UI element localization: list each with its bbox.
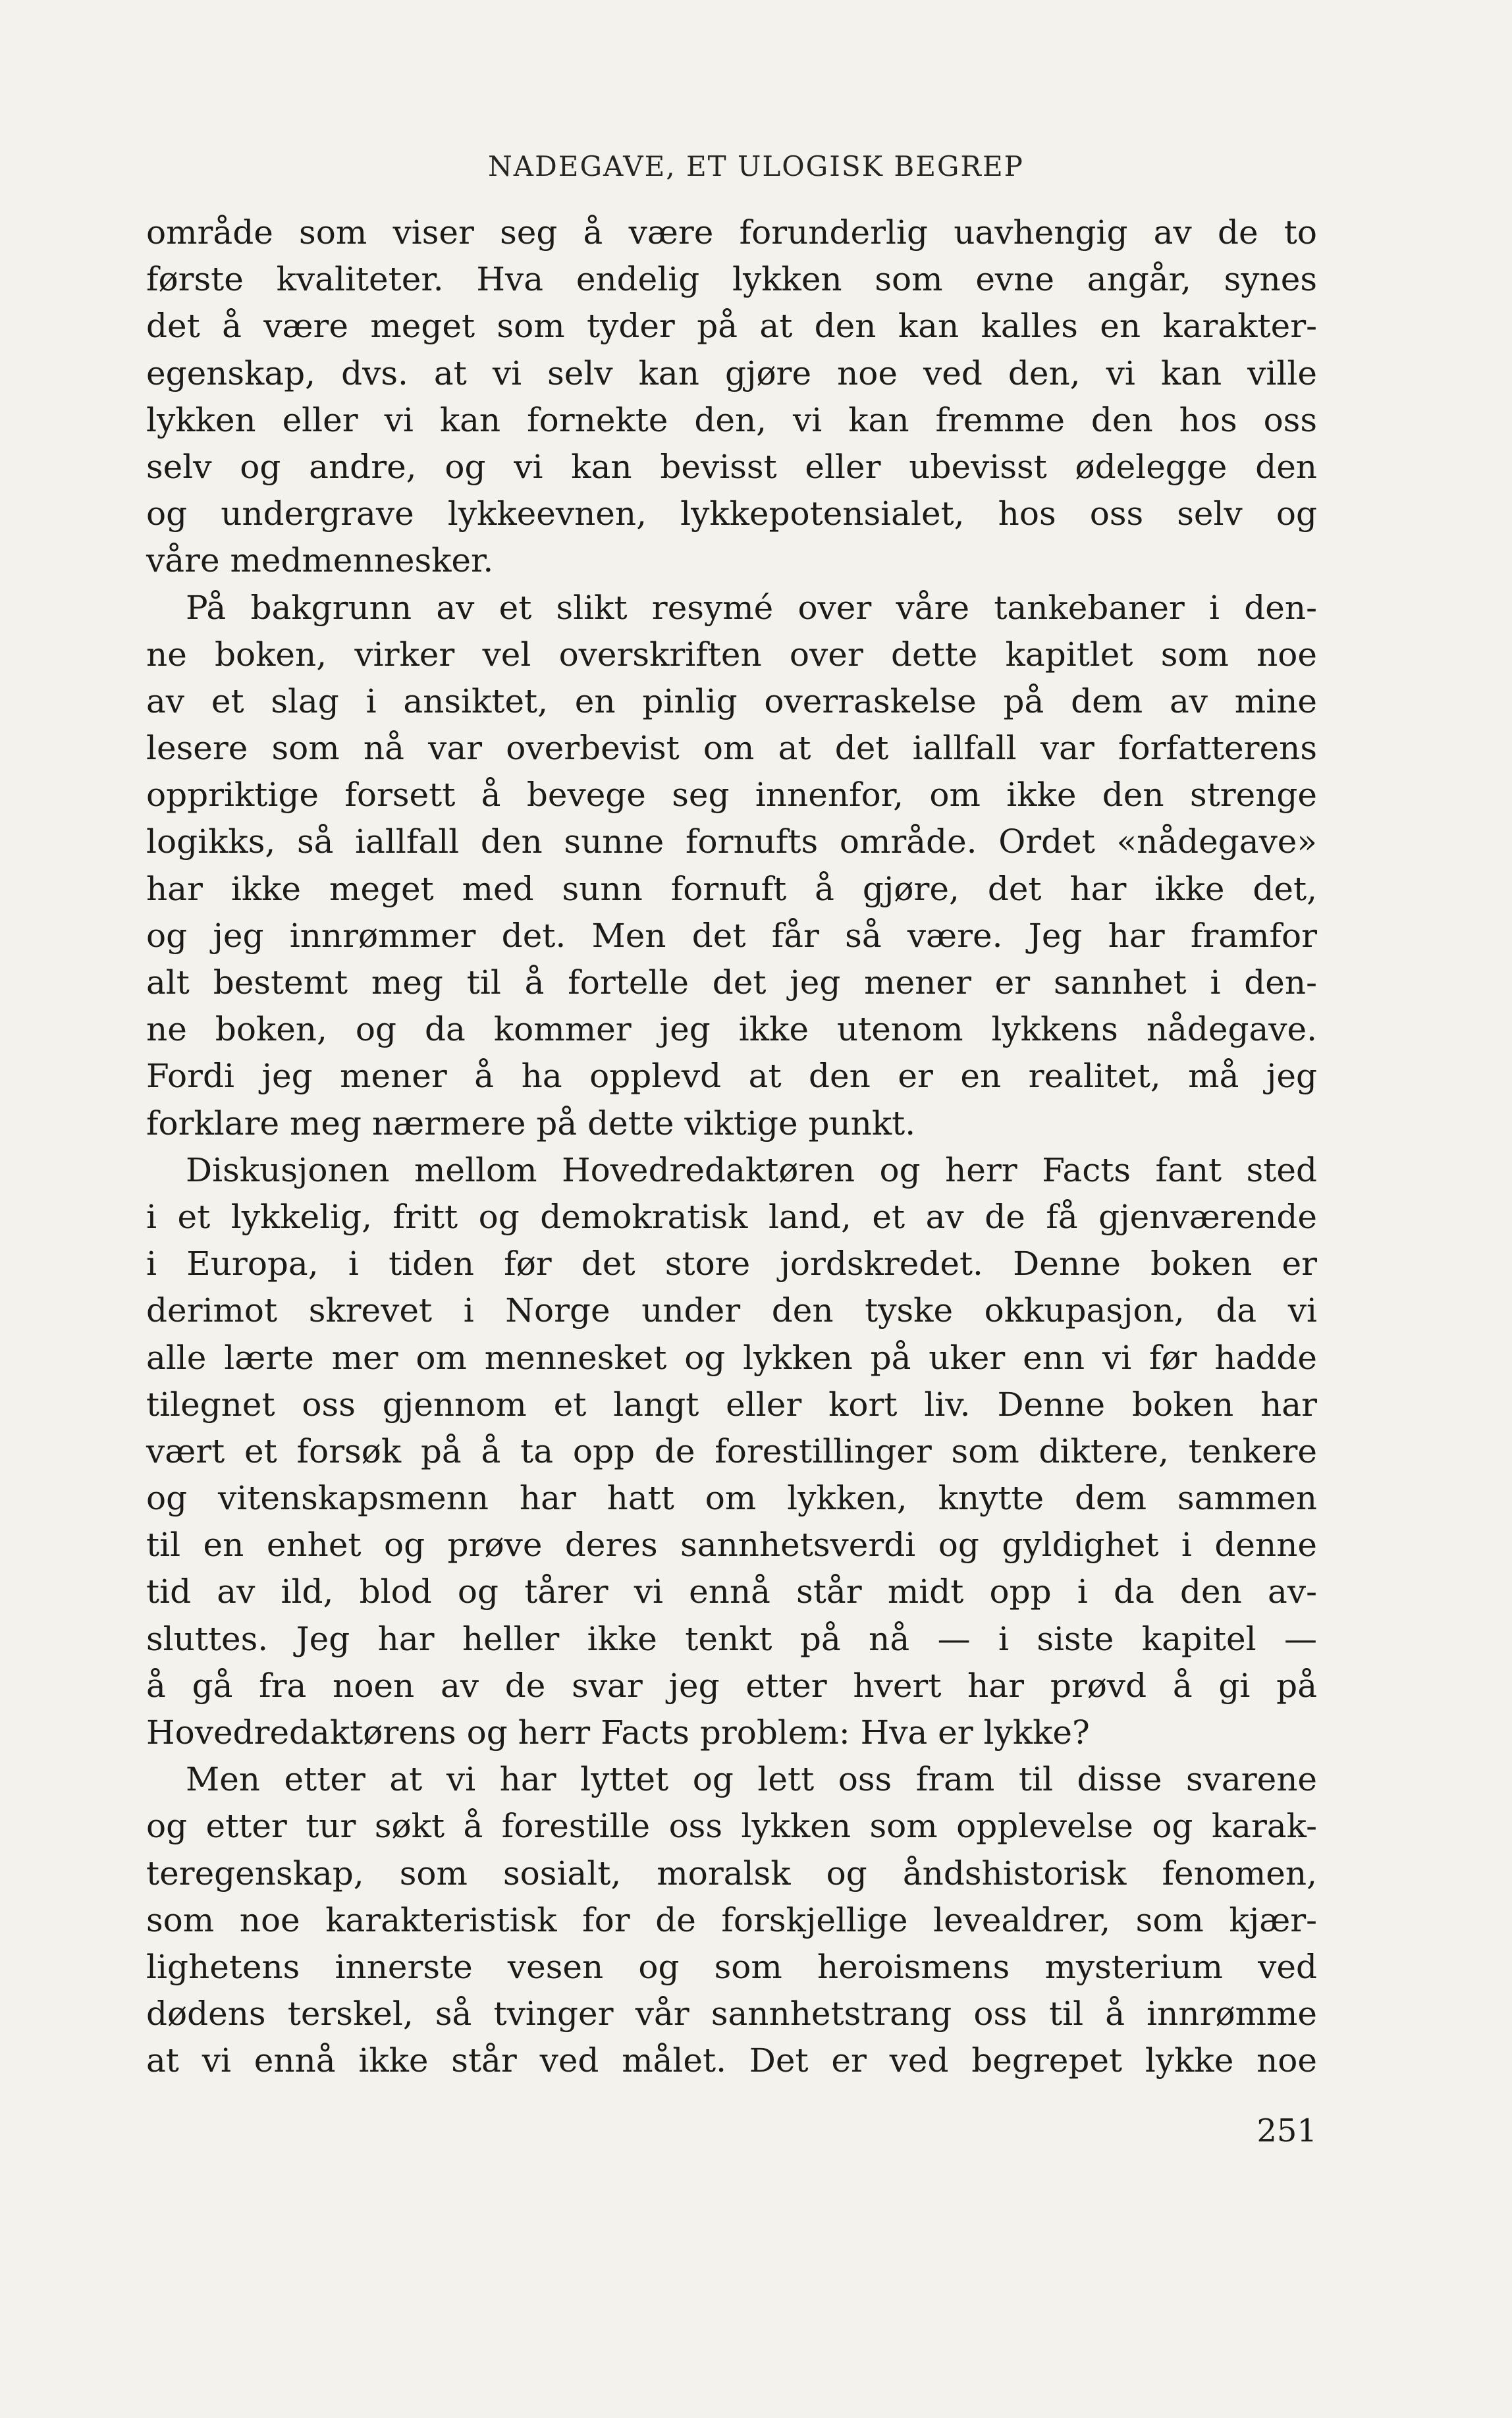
text-line: våre medmennesker. — [146, 541, 494, 580]
text-line: alt bestemt meg til å fortelle det jeg mener er sannhet i den- — [146, 963, 1317, 1002]
text-line: og vitenskapsmenn har hatt om lykken, knytte dem sammen — [146, 1479, 1317, 1518]
paragraph — [146, 1147, 1317, 1756]
text-line: tilegnet oss gjennom et langt eller kort liv. Denne boken har — [146, 1385, 1317, 1424]
paragraph — [146, 1756, 1317, 2084]
text-line: lykken eller vi kan fornekte den, vi kan fremme den hos oss — [146, 400, 1317, 439]
text-line: det å være meget som tyder på at den kan kalles en karakter- — [146, 307, 1317, 346]
text-line: ne boken, og da kommer jeg ikke utenom lykkens nådegave. — [146, 1010, 1317, 1049]
text-line: oppriktige forsett å bevege seg innenfor, om ikke den strenge — [146, 776, 1317, 815]
text-line: Diskusjonen mellom Hovedredaktøren og herr Facts fant sted — [186, 1150, 1317, 1189]
text-line: egenskap, dvs. at vi selv kan gjøre noe ved den, vi kan ville — [146, 354, 1317, 392]
running-head: NADEGAVE, ET ULOGISK BEGREP — [488, 150, 1024, 182]
text-line: logikks, så iallfall den sunne fornufts område. Ordet «nådegave» — [146, 822, 1317, 861]
text-line: har ikke meget med sunn fornuft å gjøre, det har ikke det, — [146, 869, 1317, 908]
text-line: selv og andre, og vi kan bevisst eller ubevisst ødelegge den — [146, 447, 1317, 486]
text-line: vært et forsøk på å ta opp de forestillinger som diktere, tenkere — [146, 1432, 1317, 1470]
text-line: til en enhet og prøve deres sannhetsverdi og gyldighet i denne — [146, 1526, 1317, 1565]
body-text — [146, 209, 1317, 2085]
text-line: På bakgrunn av et slikt resymé over våre tankebaner i den- — [186, 588, 1317, 627]
text-line: Hovedredaktørens og herr Facts problem: Hva er lykke? — [146, 1713, 1090, 1752]
text-line: område som viser seg å være forunderlig uavhengig av de to — [146, 213, 1317, 252]
text-line: og jeg innrømmer det. Men det får så være. Jeg har framfor — [146, 916, 1317, 955]
text-line: forklare meg nærmere på dette viktige punkt. — [146, 1104, 916, 1142]
text-line: lesere som nå var overbevist om at det iallfall var forfatterens — [146, 729, 1317, 768]
text-line: Men etter at vi har lyttet og lett oss fram til disse svarene — [186, 1760, 1317, 1799]
text-line: lighetens innerste vesen og som heroismens mysterium ved — [146, 1947, 1317, 1986]
text-line: i et lykkelig, fritt og demokratisk land, et av de få gjenværende — [146, 1197, 1317, 1236]
text-line: ne boken, virker vel overskriften over dette kapitlet som noe — [146, 635, 1317, 674]
text-line: som noe karakteristisk for de forskjellige levealdrer, som kjær- — [146, 1900, 1317, 1939]
text-line: sluttes. Jeg har heller ikke tenkt på nå — i siste kapitel — — [146, 1619, 1317, 1658]
paragraph — [146, 209, 1317, 585]
text-line: Fordi jeg mener å ha opplevd at den er en realitet, må jeg — [146, 1057, 1317, 1096]
paragraph — [146, 585, 1317, 1147]
text-line: at vi ennå ikke står ved målet. Det er ved begrepet lykke noe — [146, 2041, 1317, 2080]
page-number: 251 — [1256, 2112, 1317, 2149]
text-line: teregenskap, som sosialt, moralsk og åndshistorisk fenomen, — [146, 1854, 1317, 1893]
text-line: tid av ild, blod og tårer vi ennå står midt opp i da den av- — [146, 1572, 1317, 1611]
text-line: i Europa, i tiden før det store jordskredet. Denne boken er — [146, 1245, 1317, 1283]
text-line: å gå fra noen av de svar jeg etter hvert har prøvd å gi på — [146, 1666, 1317, 1705]
text-line: derimot skrevet i Norge under den tyske okkupasjon, da vi — [146, 1291, 1317, 1330]
text-line: av et slag i ansiktet, en pinlig overraskelse på dem av mine — [146, 682, 1317, 720]
text-line: dødens terskel, så tvinger vår sannhetstrang oss til å innrømme — [146, 1995, 1317, 2033]
text-line: første kvaliteter. Hva endelig lykken som evne angår, synes — [146, 260, 1317, 299]
text-line: alle lærte mer om mennesket og lykken på uker enn vi før hadde — [146, 1338, 1317, 1377]
text-line: og undergrave lykkeevnen, lykkepotensialet, hos oss selv og — [146, 495, 1317, 533]
text-line: og etter tur søkt å forestille oss lykken som opplevelse og karak- — [146, 1807, 1317, 1846]
